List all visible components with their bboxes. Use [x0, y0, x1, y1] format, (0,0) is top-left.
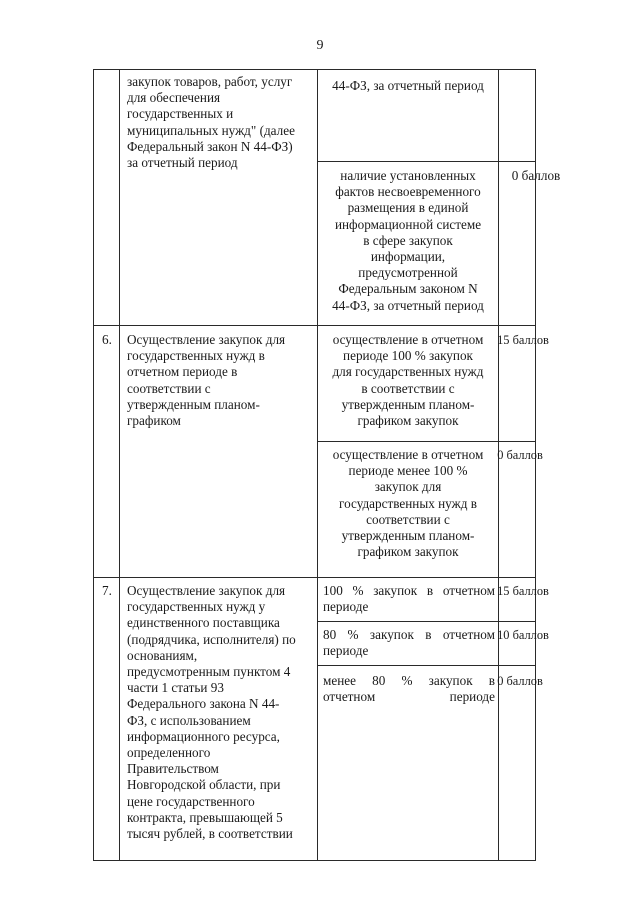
- criterion-cell: наличие установленных фактов несвоевременного размещения в единой информационной системе в сфере закупок информации, предусмотренной Федеральным законом N 44-ФЗ, за отчетный период: [332, 168, 484, 313]
- criterion-cell: менее 80 % закупок в отчетном периоде: [323, 673, 495, 705]
- table-border-right: [535, 69, 536, 861]
- table-border-left: [93, 69, 94, 861]
- table-border-top: [93, 69, 536, 70]
- points-cell: 10 баллов: [497, 628, 549, 642]
- indicator-cell: закупок товаров, работ, услуг для обеспечения государственных и муниципальных нужд" (далее Федеральный закон N 44-ФЗ) за отчетный период: [127, 74, 295, 171]
- row-divider: [317, 665, 536, 666]
- row-number: 6.: [102, 332, 112, 347]
- points-cell: 0 баллов: [511, 168, 561, 183]
- row-divider: [93, 325, 536, 326]
- points-cell: 0 баллов: [497, 448, 543, 462]
- criterion-cell: осуществление в отчетном периоде менее 100 % закупок для государственных нужд в соответствии с утвержденным планом- графиком закупок: [332, 447, 484, 560]
- criterion-cell: 100 % закупок в отчетном периоде: [323, 583, 495, 615]
- points-cell: 15 баллов: [497, 333, 549, 347]
- row-divider: [317, 441, 536, 442]
- criteria-table: [93, 69, 561, 861]
- points-cell: 0 баллов: [497, 674, 543, 688]
- table-border-bottom: [93, 860, 536, 861]
- indicator-cell: Осуществление закупок для государственных нужд у единственного поставщика (подрядчика, исполнителя) по основаниям, предусмотренным пунктом 4 части 1 статьи 93 Федерального закона N 44- ФЗ, с использованием информационного ресурса, определенного Правительством Новгородской области, при цене государственного контракта, превышающей 5 тысяч рублей, в соответствии: [127, 583, 296, 842]
- criterion-cell: 80 % закупок в отчетном периоде: [323, 627, 495, 659]
- row-divider: [93, 577, 536, 578]
- column-divider: [119, 69, 120, 861]
- page-number: 9: [316, 38, 324, 53]
- criterion-cell: 44-ФЗ, за отчетный период: [332, 78, 484, 93]
- row-number: 7.: [102, 583, 112, 598]
- column-divider: [317, 69, 318, 861]
- column-divider: [498, 69, 499, 861]
- row-divider: [317, 161, 536, 162]
- points-cell: 15 баллов: [497, 584, 549, 598]
- indicator-cell: Осуществление закупок для государственных нужд в отчетном периоде в соответствии с утвержденным планом- графиком: [127, 332, 286, 429]
- criterion-cell: осуществление в отчетном периоде 100 % закупок для государственных нужд в соответствии с утвержденным планом- графиком закупок: [332, 332, 484, 429]
- row-divider: [317, 621, 536, 622]
